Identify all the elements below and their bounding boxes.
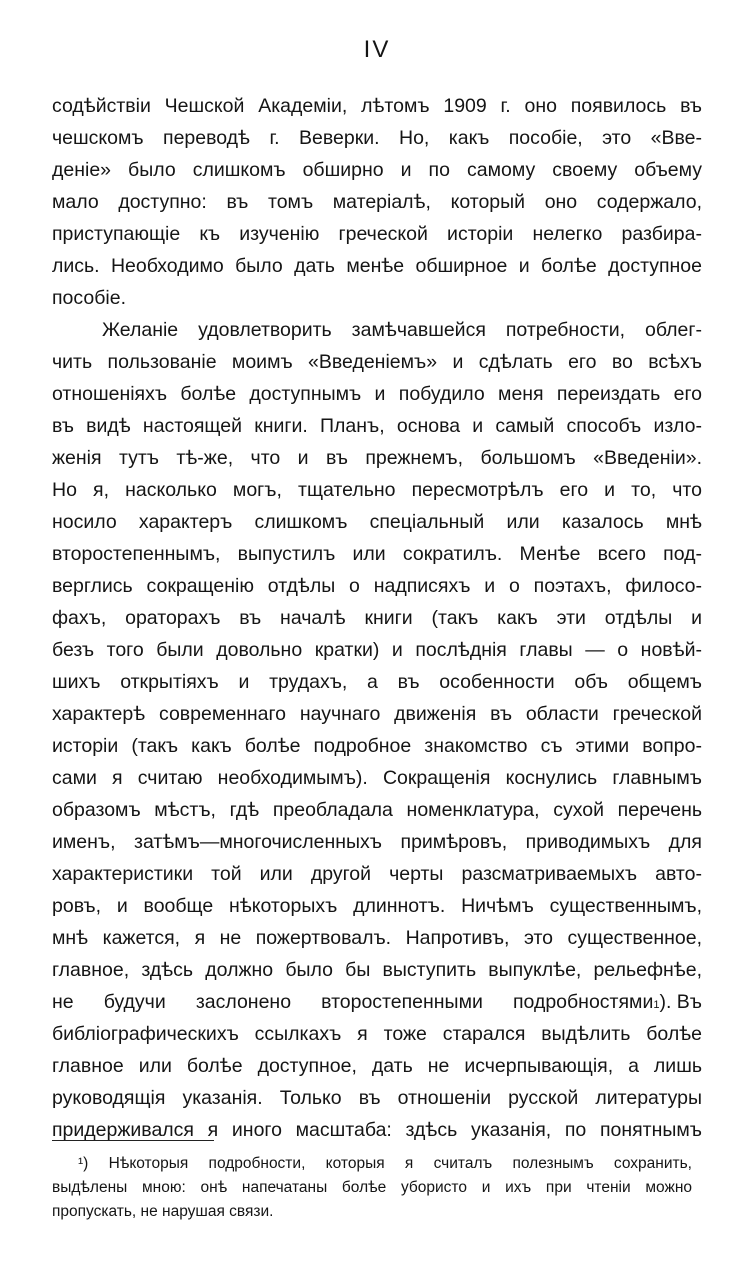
footnote-line: пропускать, не нарушая связи. [52, 1203, 274, 1220]
footnote-line: выдѣлены мною: онѣ напечатаны болѣе убористо и ихъ при чтеніи можно [52, 1179, 692, 1196]
text-line: содѣйствіи Чешской Академіи, лѣтомъ 1909 г. оно появилось въ [52, 95, 702, 117]
text-line: носило характеръ слишкомъ спеціальный или казалось мнѣ [52, 511, 702, 533]
page-number: IV [363, 36, 391, 63]
text-line: ровъ, и вообще нѣкоторыхъ длиннотъ. Ничѣмъ существеннымъ, [52, 895, 702, 917]
text-line: безъ того были довольно кратки) и послѣднія главы — о новѣй- [52, 639, 702, 661]
text-line: характерѣ современнаго научнаго движенія въ области греческой [52, 703, 702, 725]
text-line: отношеніяхъ болѣе доступнымъ и побудило меня переиздать его [52, 383, 702, 405]
text-line: фахъ, ораторахъ въ началѣ книги (такъ какъ эти отдѣлы и [52, 607, 702, 629]
footnote-divider [52, 1140, 214, 1141]
text-line: придерживался я иного масштаба: здѣсь указанія, по понятнымъ [52, 1119, 702, 1141]
text-line: характеристики той или другой черты разсматриваемыхъ авто- [52, 863, 702, 885]
text-line: главное или болѣе доступное, дать не исчерпывающія, а лишь [52, 1055, 702, 1077]
text-line: мало доступно: въ томъ матеріалѣ, который оно содержало, [52, 191, 702, 213]
text-line: пособіе. [52, 287, 126, 309]
text-line: именъ, затѣмъ—многочисленныхъ примѣровъ, приводимыхъ для [52, 831, 702, 853]
text-line: женія тутъ тѣ-же, что и въ прежнемъ, большомъ «Введеніи». [52, 447, 702, 469]
footnote [52, 1152, 692, 1224]
text-segment: ). Въ [659, 991, 702, 1013]
text-line: библіографическихъ ссылкахъ я тоже старался выдѣлить болѣе [52, 1023, 702, 1045]
text-line: чить пользованіе моимъ «Введеніемъ» и сдѣлать его во всѣхъ [52, 351, 702, 373]
text-line: деніе» было слишкомъ обширно и по самому своему объему [52, 159, 702, 181]
text-line: сами я считаю необходимымъ). Сокращенія коснулись главнымъ [52, 767, 702, 789]
text-line: лись. Необходимо было дать менѣе обширное и болѣе доступное [52, 255, 702, 277]
text-line: второстепеннымъ, выпустилъ или сократилъ. Менѣе всего под- [52, 543, 702, 565]
text-segment: не будучи заслонено второстепенными подробностями [52, 991, 654, 1013]
text-line-with-footnote-ref: не будучи заслонено второстепенными подробностями 1 ). Въ [52, 986, 702, 1018]
text-line: главное, здѣсь должно было бы выступить выпуклѣе, рельефнѣе, [52, 959, 702, 981]
text-line: мнѣ кажется, я не пожертвовалъ. Напротивъ, это существенное, [52, 927, 702, 949]
footnote-line: ¹) Нѣкоторыя подробности, которыя я считалъ полезнымъ сохранить, [78, 1155, 692, 1172]
text-line: въ видѣ настоящей книги. Планъ, основа и самый способъ изло- [52, 415, 702, 437]
text-line: верглись сокращенію отдѣлы о надписяхъ и о поэтахъ, филосо- [52, 575, 702, 597]
main-text [52, 90, 702, 1146]
text-line: шихъ открытіяхъ и трудахъ, а въ особенности объ общемъ [52, 671, 702, 693]
text-line: образомъ мѣстъ, гдѣ преобладала номенклатура, сухой перечень [52, 799, 702, 821]
text-line: приступающіе къ изученію греческой исторіи нелегко разбира- [52, 223, 702, 245]
text-line: руководящія указанія. Только въ отношеніи русской литературы [52, 1087, 702, 1109]
text-line: Желаніе удовлетворить замѣчавшейся потребности, облег- [102, 319, 702, 341]
text-line: чешскомъ переводѣ г. Веверки. Но, какъ пособіе, это «Вве- [52, 127, 702, 149]
text-line: исторіи (такъ какъ болѣе подробное знакомство съ этими вопро- [52, 735, 702, 757]
text-line: Но я, насколько могъ, тщательно пересмотрѣлъ его и то, что [52, 479, 702, 501]
